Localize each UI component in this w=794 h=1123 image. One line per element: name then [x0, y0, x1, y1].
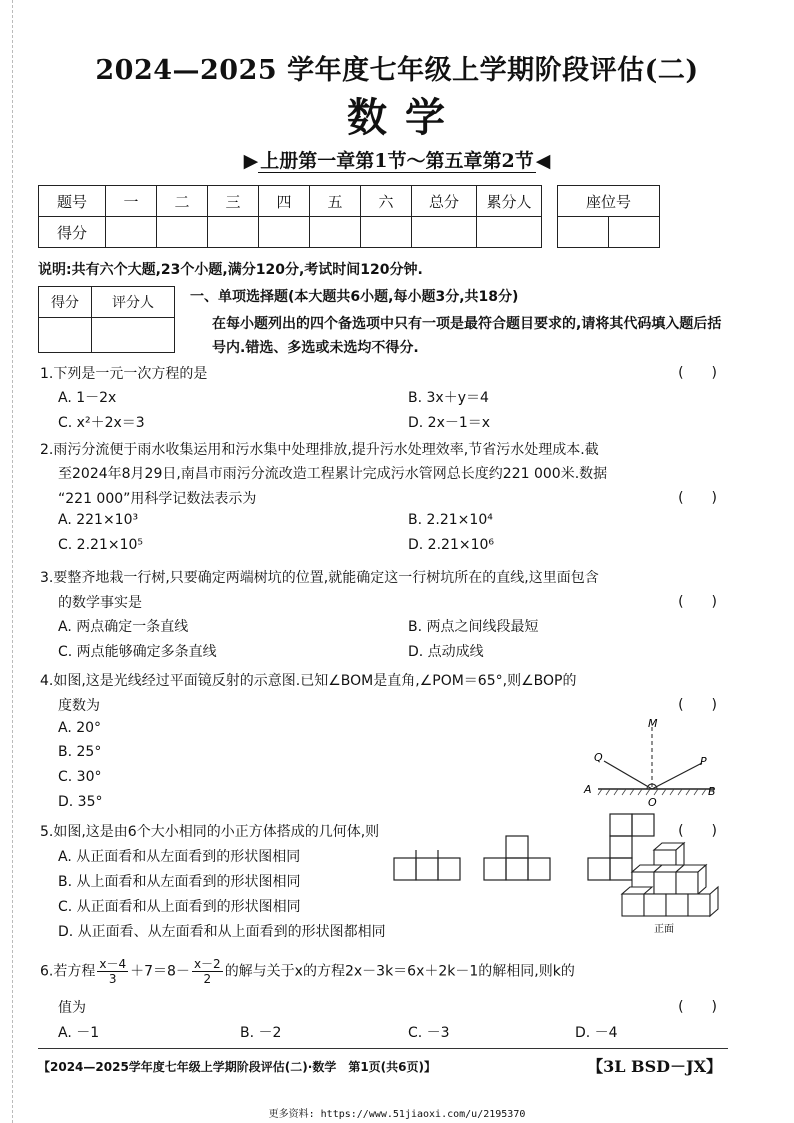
- question-1-stem: 1.下列是一元一次方程的是: [40, 366, 208, 382]
- question-2-line3: “221 000”用科学记数法表示为: [58, 491, 257, 507]
- q6-pre: 6.若方程: [40, 963, 96, 980]
- fraction-1: [97, 957, 128, 986]
- q3-option-b[interactable]: B. 两点之间线段最短: [408, 619, 539, 635]
- score-value-row: [39, 217, 542, 248]
- q6-option-a[interactable]: A. －1: [58, 1025, 100, 1041]
- grader-score-label: 得分: [39, 287, 92, 318]
- scope-text: 上册第一章第1节～第五章第2节: [260, 150, 534, 172]
- q1-option-d[interactable]: D. 2x－1＝x: [408, 415, 491, 431]
- mirror-reflection-figure: [578, 715, 728, 810]
- q5-option-d[interactable]: D. 从正面看、从左面看和从上面看到的形状图都相同: [58, 924, 386, 940]
- score-header: 累分人: [477, 186, 542, 217]
- q6-mid: ＋7＝8－: [130, 963, 190, 980]
- score-header-row: [39, 186, 542, 217]
- q4-option-c[interactable]: C. 30°: [58, 769, 102, 785]
- score-cell[interactable]: [106, 217, 157, 248]
- question-3-line1: 3.要整齐地栽一行树,只要确定两端树坑的位置,就能确定这一行树坑所在的直线,这里面包含: [40, 570, 599, 586]
- grader-table: [38, 286, 175, 353]
- section-description: 在每小题列出的四个备选项中只有一项是最符合题目要求的,请将其代码填入题后括号内.错选、多选或未选均不得分.: [212, 316, 722, 356]
- score-header: 总分: [412, 186, 477, 217]
- score-header: 五: [310, 186, 361, 217]
- score-header: 四: [259, 186, 310, 217]
- q5-option-c[interactable]: C. 从正面看和从上面看到的形状图相同: [58, 899, 301, 915]
- cube-figures: [392, 808, 722, 936]
- score-header: 一: [106, 186, 157, 217]
- scope-line: ▶ 上册第一章第1节～第五章第2节 ◀: [243, 150, 551, 172]
- exam-title: 2024—2025 学年度七年级上学期阶段评估(二): [95, 55, 699, 86]
- score-cell[interactable]: [208, 217, 259, 248]
- q1-option-c[interactable]: C. x²＋2x＝3: [58, 415, 145, 431]
- q6-option-b[interactable]: B. －2: [240, 1025, 282, 1041]
- score-cell[interactable]: [412, 217, 477, 248]
- fraction-1-numerator: x－4: [99, 957, 127, 971]
- q6-option-c[interactable]: C. －3: [408, 1025, 450, 1041]
- answer-bracket[interactable]: ( ): [678, 365, 717, 381]
- answer-bracket[interactable]: ( ): [678, 697, 717, 713]
- q1-option-b[interactable]: B. 3x＋y＝4: [408, 390, 489, 406]
- label-q: Q: [594, 751, 603, 764]
- question-6-line1: [40, 957, 720, 986]
- view-figure-2: [484, 836, 550, 880]
- grader-name-label: 评分人: [92, 287, 175, 318]
- q6-post: 的解与关于x的方程2x－3k＝6x＋2k－1的解相同,则k的: [224, 963, 575, 980]
- front-label: 正面: [654, 924, 674, 935]
- ray-oq: [604, 761, 652, 789]
- question-4-line1: 4.如图,这是光线经过平面镜反射的示意图.已知∠BOM是直角,∠POM＝65°,则∠BOP的: [40, 673, 577, 689]
- subject-title: 数 学: [347, 94, 447, 141]
- ray-po: [652, 763, 702, 789]
- seat-cell[interactable]: [558, 217, 609, 248]
- fraction-2-denominator: 2: [203, 972, 212, 986]
- view-figure-1: [394, 850, 460, 880]
- page-footer: 【2024—2025学年度七年级上学期阶段评估(二)·数学 第1页(共6页)】: [38, 1060, 436, 1074]
- score-header: 三: [208, 186, 259, 217]
- label-a: A: [584, 783, 592, 796]
- q2-option-c[interactable]: C. 2.21×10⁵: [58, 537, 144, 553]
- score-cell[interactable]: [361, 217, 412, 248]
- q2-option-b[interactable]: B. 2.21×10⁴: [408, 512, 493, 528]
- label-o: O: [648, 796, 657, 809]
- score-cell[interactable]: [477, 217, 542, 248]
- score-header: 题号: [39, 186, 106, 217]
- seat-cell[interactable]: [609, 217, 660, 248]
- q3-option-a[interactable]: A. 两点确定一条直线: [58, 619, 189, 635]
- q2-option-a[interactable]: A. 221×10³: [58, 512, 139, 528]
- q4-option-d[interactable]: D. 35°: [58, 794, 103, 810]
- cube-solid: [622, 843, 718, 916]
- answer-bracket[interactable]: ( ): [678, 594, 717, 610]
- question-2-line2: 至2024年8月29日,南昌市雨污分流改造工程累计完成污水管网总长度约221 000米.数据: [58, 466, 608, 482]
- question-3-line2: 的数学事实是: [58, 595, 142, 611]
- answer-bracket[interactable]: ( ): [678, 999, 717, 1015]
- score-row-label: 得分: [39, 217, 106, 248]
- q5-option-b[interactable]: B. 从上面看和从左面看到的形状图相同: [58, 874, 301, 890]
- score-cell[interactable]: [310, 217, 361, 248]
- fraction-1-denominator: 3: [108, 972, 117, 986]
- score-header: 二: [157, 186, 208, 217]
- exam-note: 说明:共有六个大题,23个小题,满分120分,考试时间120分钟.: [38, 262, 423, 278]
- fraction-2: [192, 957, 223, 986]
- score-cell[interactable]: [259, 217, 310, 248]
- mirror-hatching: [598, 789, 706, 795]
- q2-option-d[interactable]: D. 2.21×10⁶: [408, 537, 495, 553]
- question-6-line2: 值为: [58, 1000, 86, 1016]
- question-2-line1: 2.雨污分流便于雨水收集运用和污水集中处理排放,提升污水处理效率,节省污水处理成本.截: [40, 442, 599, 458]
- grader-name-cell[interactable]: [92, 318, 175, 353]
- q5-option-a[interactable]: A. 从正面看和从左面看到的形状图相同: [58, 849, 301, 865]
- label-p: P: [700, 755, 707, 768]
- question-5-stem: 5.如图,这是由6个大小相同的小正方体搭成的几何体,则: [40, 824, 380, 840]
- grader-score-cell[interactable]: [39, 318, 92, 353]
- score-table: [38, 185, 542, 248]
- score-header: 六: [361, 186, 412, 217]
- source-link[interactable]: 更多资料: https://www.51jiaoxi.com/u/2195370: [268, 1109, 526, 1120]
- label-b: B: [708, 785, 716, 798]
- q3-option-c[interactable]: C. 两点能够确定多条直线: [58, 644, 217, 660]
- q4-option-a[interactable]: A. 20°: [58, 720, 102, 736]
- q3-option-d[interactable]: D. 点动成线: [408, 644, 484, 660]
- answer-bracket[interactable]: ( ): [678, 490, 717, 506]
- footer-divider: [38, 1048, 728, 1049]
- q4-option-b[interactable]: B. 25°: [58, 744, 102, 760]
- seat-table: [557, 185, 660, 248]
- fraction-2-numerator: x－2: [193, 957, 221, 971]
- label-m: M: [648, 717, 658, 730]
- q1-option-a[interactable]: A. 1－2x: [58, 390, 117, 406]
- exam-code: 【3L BSD－JX】: [587, 1057, 722, 1076]
- score-cell[interactable]: [157, 217, 208, 248]
- answer-bracket[interactable]: ( ): [678, 823, 717, 839]
- seat-label: 座位号: [558, 186, 660, 217]
- q6-option-d[interactable]: D. －4: [575, 1025, 618, 1041]
- question-4-line2: 度数为: [58, 698, 100, 714]
- section-title: 一、单项选择题(本大题共6小题,每小题3分,共18分): [190, 289, 519, 305]
